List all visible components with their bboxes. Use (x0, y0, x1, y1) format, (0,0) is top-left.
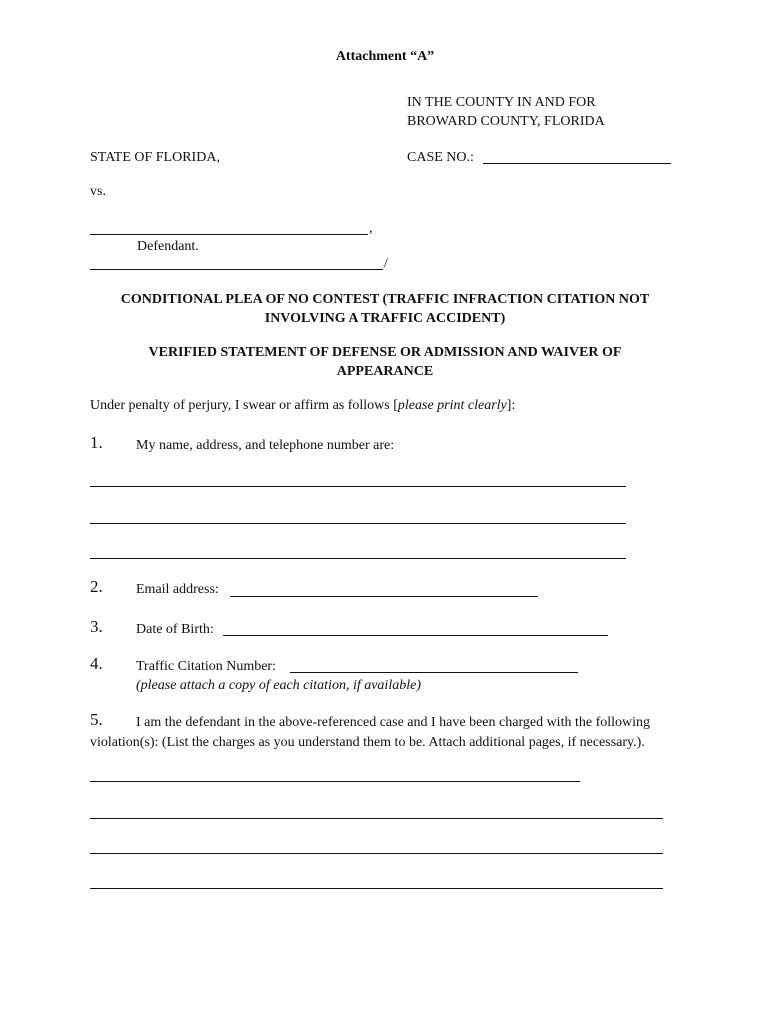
violation-line-1-field[interactable] (90, 781, 580, 782)
defendant-label: Defendant. (137, 239, 199, 254)
item-4-number: 4. (90, 654, 103, 673)
item-1-number: 1. (90, 433, 103, 452)
intro-statement (90, 397, 515, 415)
violation-line-2-field[interactable] (90, 818, 663, 819)
attachment-heading: Attachment “A” (335, 49, 435, 64)
email-field[interactable] (230, 596, 538, 597)
main-title: CONDITIONAL PLEA OF NO CONTEST (TRAFFIC INFRACTION CITATION NOT INVOLVING A TRAFFIC ACCIDENT) (120, 292, 650, 326)
item-3-label: Date of Birth: (136, 622, 214, 637)
address-line-1-field[interactable] (90, 486, 626, 487)
caption-slash: / (384, 256, 388, 271)
item-4-label: Traffic Citation Number: (136, 659, 276, 674)
item-2-number: 2. (90, 577, 103, 596)
violation-line-4-field[interactable] (90, 888, 663, 889)
court-line-1: IN THE COUNTY IN AND FOR (407, 95, 596, 110)
item-1-label: My name, address, and telephone number are: (136, 438, 395, 453)
defendant-comma: , (369, 221, 373, 236)
defendant-name-field[interactable] (90, 234, 368, 235)
case-no-field[interactable] (483, 163, 671, 164)
address-line-2-field[interactable] (90, 523, 626, 524)
item-4-note: (please attach a copy of each citation, if available) (136, 678, 421, 693)
item-5-number: 5. (90, 710, 103, 729)
sub-title: VERIFIED STATEMENT OF DEFENSE OR ADMISSION AND WAIVER OF APPEARANCE (148, 345, 622, 379)
intro-text-after: ]: (506, 398, 516, 413)
caption-divider-line (90, 269, 383, 270)
item-2-label: Email address: (136, 582, 219, 597)
case-no-label: CASE NO.: (407, 150, 474, 165)
citation-number-field[interactable] (290, 672, 578, 673)
item-3-number: 3. (90, 617, 103, 636)
intro-text-before: Under penalty of perjury, I swear or affirm as follows [ (90, 398, 398, 413)
vs-label: vs. (90, 184, 106, 199)
address-line-3-field[interactable] (90, 558, 626, 559)
intro-emphasis: please print clearly (397, 398, 507, 413)
plaintiff-name: STATE OF FLORIDA, (90, 150, 220, 165)
court-line-2: BROWARD COUNTY, FLORIDA (407, 114, 605, 129)
date-of-birth-field[interactable] (223, 635, 608, 636)
item-5-text: I am the defendant in the above-referenced case and I have been charged with the following violation(s): (List the charges as you understand them to be. Attach additional pages, if necessary.). (90, 715, 651, 750)
violation-line-3-field[interactable] (90, 853, 663, 854)
